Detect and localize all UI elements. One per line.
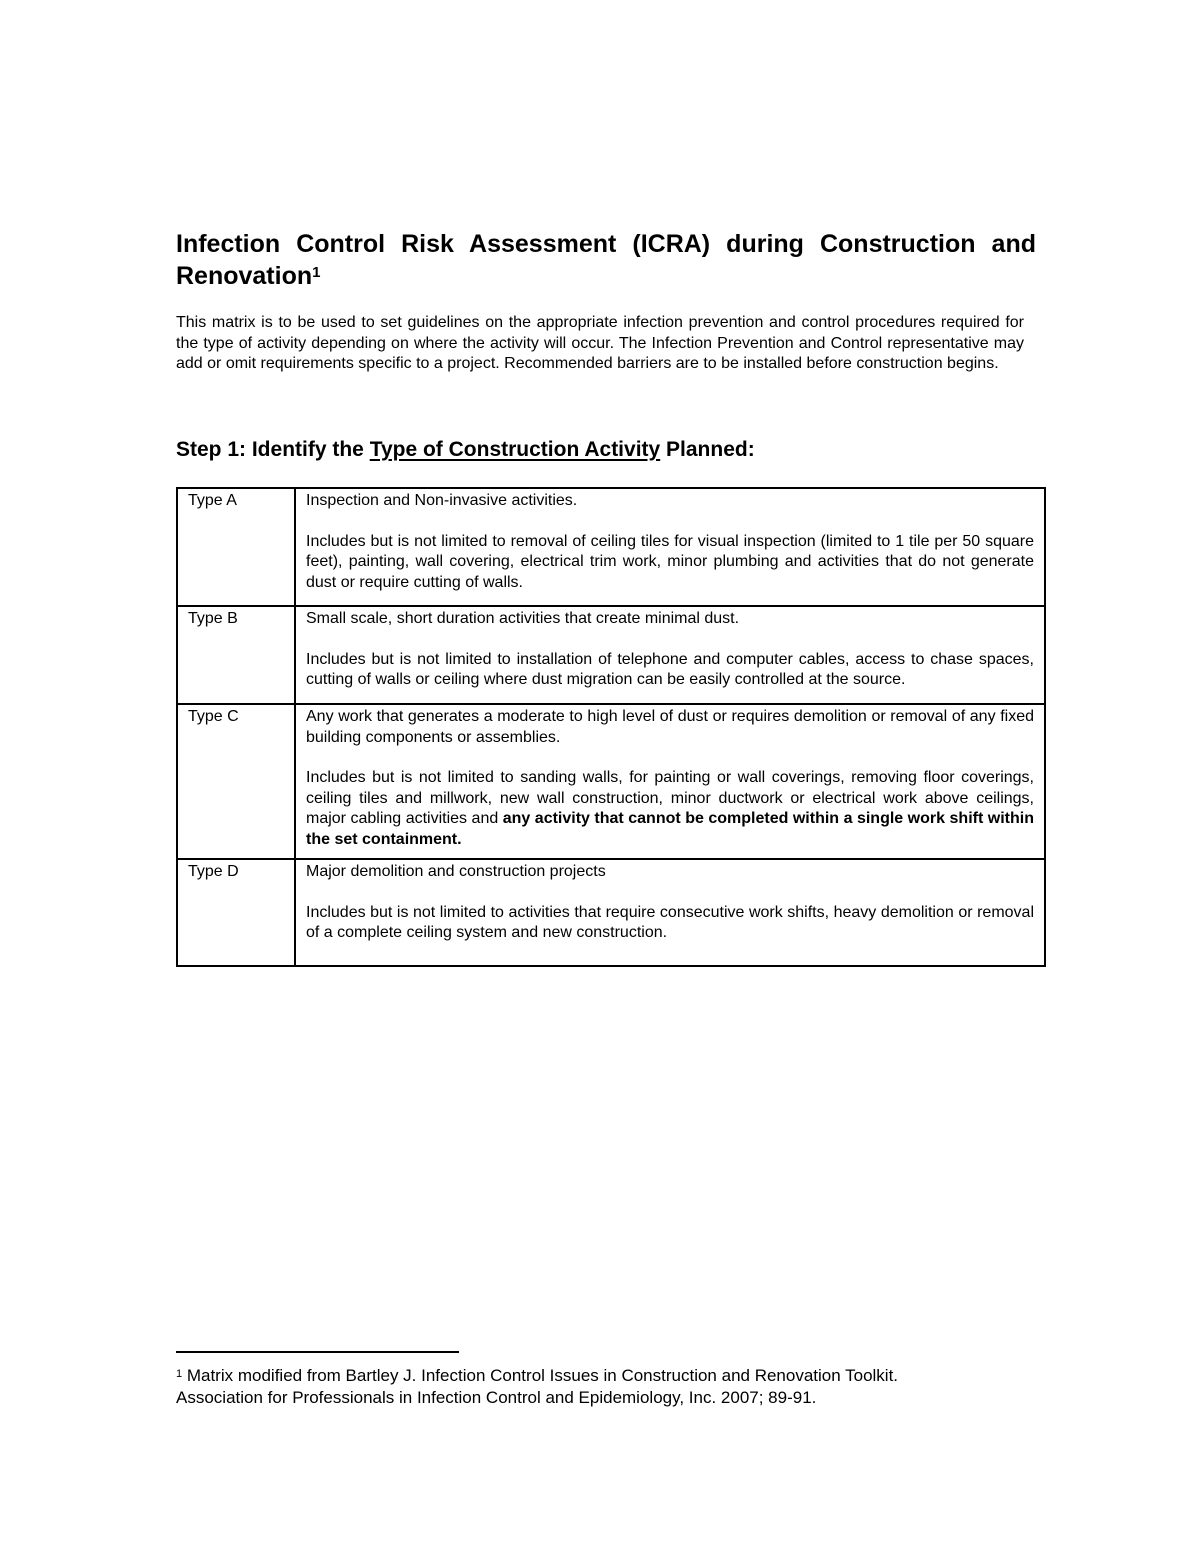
type-summary: Any work that generates a moderate to high level of dust or requires demolition or removal of any fixed building components or assemblies.: [306, 708, 1034, 746]
step-suffix: Planned:: [660, 438, 755, 461]
type-detail-text: Includes but is not limited to removal of ceiling tiles for visual inspection (limited to 1 tile per 50 square feet), painting, wall covering, electrical trim work, minor plumbing and activities that do not generate dust or require cutting of walls.: [306, 532, 1034, 591]
type-detail: [306, 650, 1034, 691]
type-detail: [306, 768, 1034, 850]
footnote-marker: 1: [176, 1368, 183, 1380]
type-detail-text: Includes but is not limited to sanding walls, for painting or wall coverings, removing floor coverings, ceiling tiles and millwork, new wall construction, minor ductwork or electrical work above ceilings, major cabling activities and: [306, 769, 1034, 827]
step-heading: [176, 438, 755, 462]
footnote-line-1: Matrix modified from Bartley J. Infection Control Issues in Construction and Renovation Toolkit.: [182, 1366, 899, 1385]
type-label: Type C: [177, 704, 295, 859]
page-title: [176, 228, 1036, 292]
construction-type-table: [176, 487, 1046, 967]
type-label: Type A: [177, 488, 295, 606]
type-description: [295, 704, 1045, 859]
type-description: [295, 488, 1045, 606]
intro-paragraph: This matrix is to be used to set guidelines on the appropriate infection prevention and control procedures required for the type of activity depending on where the activity will occur. The Infection Prevention and Control representative may add or omit requirements specific to a project. Recommended barriers are to be installed before construction begins.: [176, 314, 1024, 372]
footnote-line-2: Association for Professionals in Infection Control and Epidemiology, Inc. 2007; 89-91.: [176, 1388, 817, 1407]
type-summary: Small scale, short duration activities that create minimal dust.: [306, 610, 740, 627]
type-description: [295, 859, 1045, 966]
table-row: [177, 704, 1045, 859]
type-detail: [306, 532, 1034, 594]
type-detail-text: Includes but is not limited to activities that require consecutive work shifts, heavy demolition or removal of a complete ceiling system and new construction.: [306, 903, 1034, 941]
type-detail: [306, 903, 1034, 944]
type-detail-bold: any activity that cannot be completed within a single work shift within the set containment.: [306, 810, 1034, 848]
type-detail-text: Includes but is not limited to installation of telephone and computer cables, access to chase spaces, cutting of walls or ceiling where dust migration can be easily controlled at the source.: [306, 650, 1034, 688]
table-row: [177, 859, 1045, 966]
step-prefix: Step 1: Identify the: [176, 438, 370, 461]
type-label: Type D: [177, 859, 295, 966]
table-row: [177, 488, 1045, 606]
footnote: [176, 1365, 1076, 1409]
step-emphasis: Type of Construction Activity: [369, 438, 661, 461]
title-footnote-marker: 1: [312, 264, 321, 281]
type-description: [295, 606, 1045, 704]
title-text: Infection Control Risk Assessment (ICRA) during Construction and Renovation: [176, 230, 1036, 290]
type-label: Type B: [177, 606, 295, 704]
type-summary: Major demolition and construction projects: [306, 863, 606, 880]
type-summary: Inspection and Non-invasive activities.: [306, 492, 578, 509]
table-row: [177, 606, 1045, 704]
footnote-divider: [176, 1351, 459, 1353]
